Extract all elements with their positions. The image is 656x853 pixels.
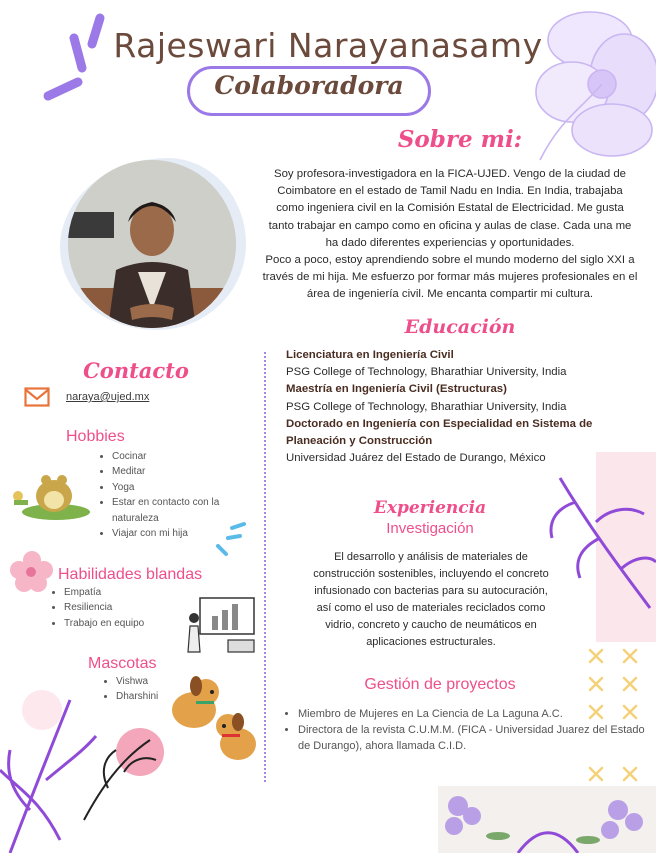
list-item: • Miembro de Mujeres en La Ciencia de La Laguna A.C. <box>298 707 648 723</box>
contact-title: Contacto <box>83 358 189 383</box>
education-title: Educación <box>404 316 516 338</box>
profile-photo <box>68 160 236 328</box>
research-title: Investigación <box>386 520 474 537</box>
list-item: • Dharshini <box>116 689 196 704</box>
presenter-icon <box>184 596 256 654</box>
role-title: Colaboradora <box>214 71 404 100</box>
column-divider <box>264 352 266 782</box>
person-portrait-icon <box>68 160 236 328</box>
experience-title: Experiencia <box>373 498 487 518</box>
project-management-list <box>284 707 648 754</box>
list-item: • Estar en contacto con la naturaleza <box>112 495 262 526</box>
leaves-decoration-icon <box>0 640 170 853</box>
frog-icon <box>6 466 92 524</box>
sparkle-icon <box>210 520 252 560</box>
pets-title: Mascotas <box>88 655 157 672</box>
education-degree: Licenciatura en Ingeniería Civil <box>286 349 454 361</box>
soft-skills-list <box>50 585 204 631</box>
email-link[interactable]: naraya@ujed.mx <box>66 391 150 403</box>
education-degree: Doctorado en Ingeniería con Especialidad en Sistema de Planeación y Construcción <box>286 417 593 448</box>
about-text <box>262 166 638 304</box>
about-paragraph-1: Soy profesora-investigadora en la FICA-UJED. Vengo de la ciudad de Coimbatore en el estado de Tamil Nadu en India. En India, trabajaba como ingeniera civil en la Comisión Estatal de Electricidad. Me gusta tanto trabajar en campo como en oficina y aulas de clase. Cada una me ha dado diferentes experiencias y oportunidades. <box>268 168 632 249</box>
list-item: • Yoga <box>112 480 262 495</box>
about-title: Sobre mi: <box>397 126 523 153</box>
person-name: Rajeswari Narayanasamy <box>113 26 543 65</box>
education-degree: Maestría en Ingeniería Civil (Estructuras) <box>286 383 507 396</box>
flowers-photo-icon <box>438 786 656 853</box>
list-item: • Directora de la revista C.U.M.M. (FICA - Universidad Juarez del Estado de Durango), ahora llamada C.I.D. <box>298 723 648 755</box>
list-item: • Meditar <box>112 464 262 479</box>
about-paragraph-2: Poco a poco, estoy aprendiendo sobre el mundo moderno del siglo XXI a través de mi hija. Me esfuerzo por formar más mujeres profesionales en el área de ingeniería civil. Me encanta compartir mi cultura. <box>262 254 638 301</box>
list-item: • Trabajo en equipo <box>64 616 204 631</box>
soft-skills-title: Habilidades blandas <box>58 566 203 583</box>
education-school: PSG College of Technology, Bharathiar University, India <box>286 400 567 413</box>
purple-leaves-icon <box>540 468 656 618</box>
flower-icon <box>10 550 54 592</box>
list-item: • Vishwa <box>116 674 196 689</box>
list-item: • Cocinar <box>112 449 262 464</box>
education-list <box>286 347 636 467</box>
hobbies-title: Hobbies <box>66 428 125 445</box>
project-management-title: Gestión de proyectos <box>364 676 516 693</box>
list-item: • Empatía <box>64 585 204 600</box>
email-icon <box>24 387 50 407</box>
research-text: El desarrollo y análisis de materiales de construcción sostenibles, incluyendo el concreto infusionado con bacterias para su autocuración, así como el uso de materiales reciclados como vidrio, concreto y caucho de neumáticos en aplicaciones estructurales. <box>313 551 549 648</box>
education-school: PSG College of Technology, Bharathiar University, India <box>286 366 567 379</box>
dog-icon <box>158 670 264 766</box>
education-school: Universidad Juárez del Estado de Durango, México <box>286 452 546 465</box>
list-item: • Resiliencia <box>64 600 204 615</box>
list-item: • Viajar con mi hija <box>112 526 262 541</box>
